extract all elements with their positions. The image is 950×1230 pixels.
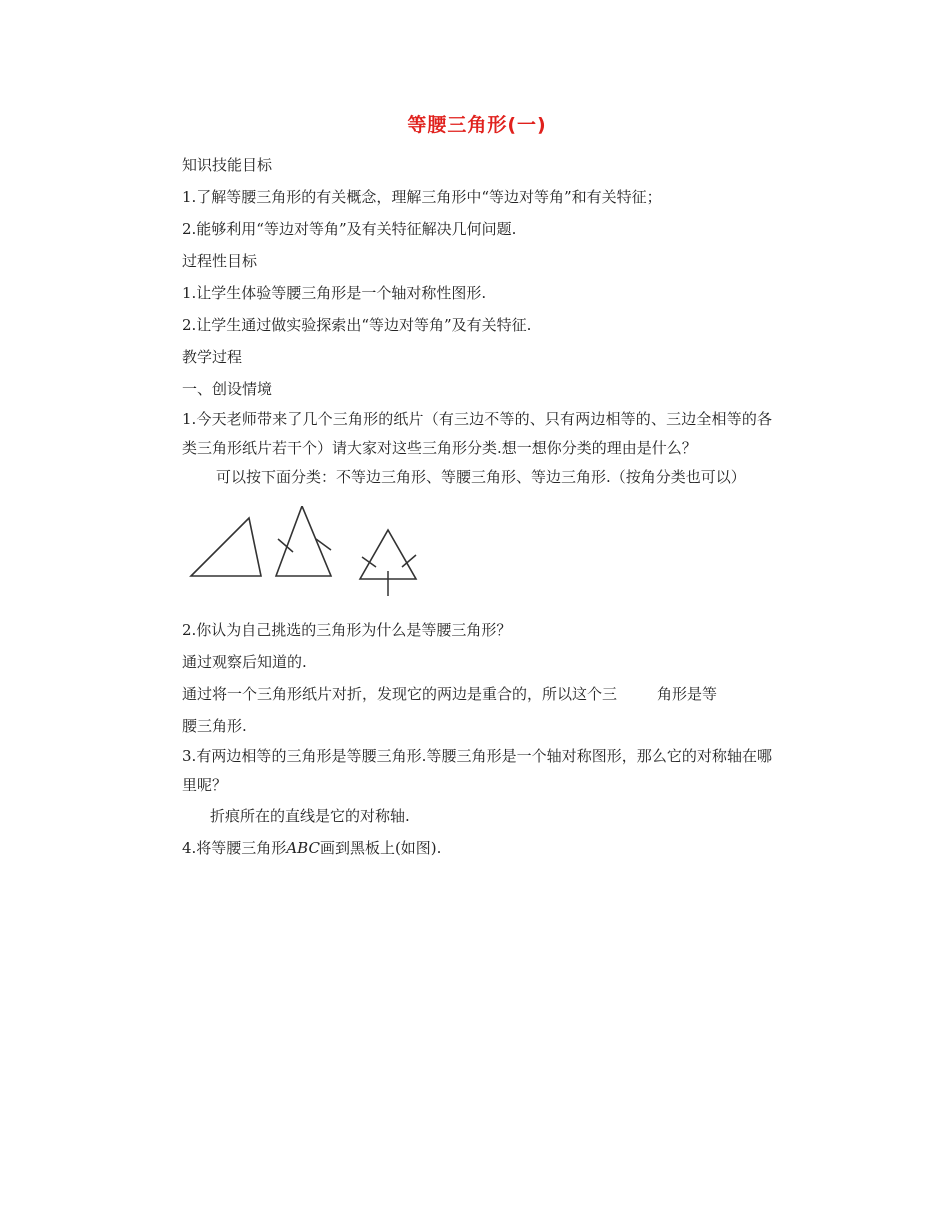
answer-1: 可以按下面分类：不等边三角形、等腰三角形、等边三角形.（按角分类也可以） [216,468,746,486]
knowledge-item-1: 1.了解等腰三角形的有关概念，理解三角形中“等边对等角”和有关特征； [182,188,662,206]
process-heading: 过程性目标 [182,252,258,270]
question-2: 2.你认为自己挑选的三角形为什么是等腰三角形？ [182,621,512,639]
document-title: 等腰三角形(一) [407,114,547,136]
question-3: 3.有两边相等的三角形是等腰三角形.等腰三角形是一个轴对称图形，那么它的对称轴在哪里呢？ [182,747,772,794]
question-4-prefix: 4.将等腰三角形 [182,839,287,857]
scalene-triangle [191,518,261,576]
triangle-abc-label: ABC [286,839,320,857]
knowledge-item-2: 2.能够利用“等边对等角”及有关特征解决几何问题. [182,220,517,238]
answer-2-part-2: 角形是等 [657,685,718,703]
knowledge-heading: 知识技能目标 [182,156,273,174]
triangles-drawing [182,506,772,606]
answer-2-part-1: 通过将一个三角形纸片对折，发现它的两边是重合的，所以这个三 [182,685,618,703]
document-page [182,110,772,864]
question-4 [182,832,772,864]
isosceles-triangle [276,506,331,576]
answer-2-line-1: 通过观察后知道的. [182,653,307,671]
process-item-1: 1.让学生体验等腰三角形是一个轴对称性图形. [182,284,487,302]
question-1: 1.今天老师带来了几个三角形的纸片（有三边不等的、只有两边相等的、三边全相等的各类三角形纸片若干个）请大家对这些三角形分类.想一想你分类的理由是什么？ [182,410,772,457]
question-4-suffix: 画到黑板上(如图). [319,839,442,857]
answer-2-line-3: 腰三角形. [182,717,247,735]
process-item-2: 2.让学生通过做实验探索出“等边对等角”及有关特征. [182,316,532,334]
teaching-heading: 教学过程 [182,348,243,366]
equilateral-tick-left [362,557,376,567]
answer-2-line-2 [182,678,772,710]
answer-3: 折痕所在的直线是它的对称轴. [210,807,410,825]
part1-heading: 一、创设情境 [182,380,273,398]
triangle-figures [182,506,772,606]
